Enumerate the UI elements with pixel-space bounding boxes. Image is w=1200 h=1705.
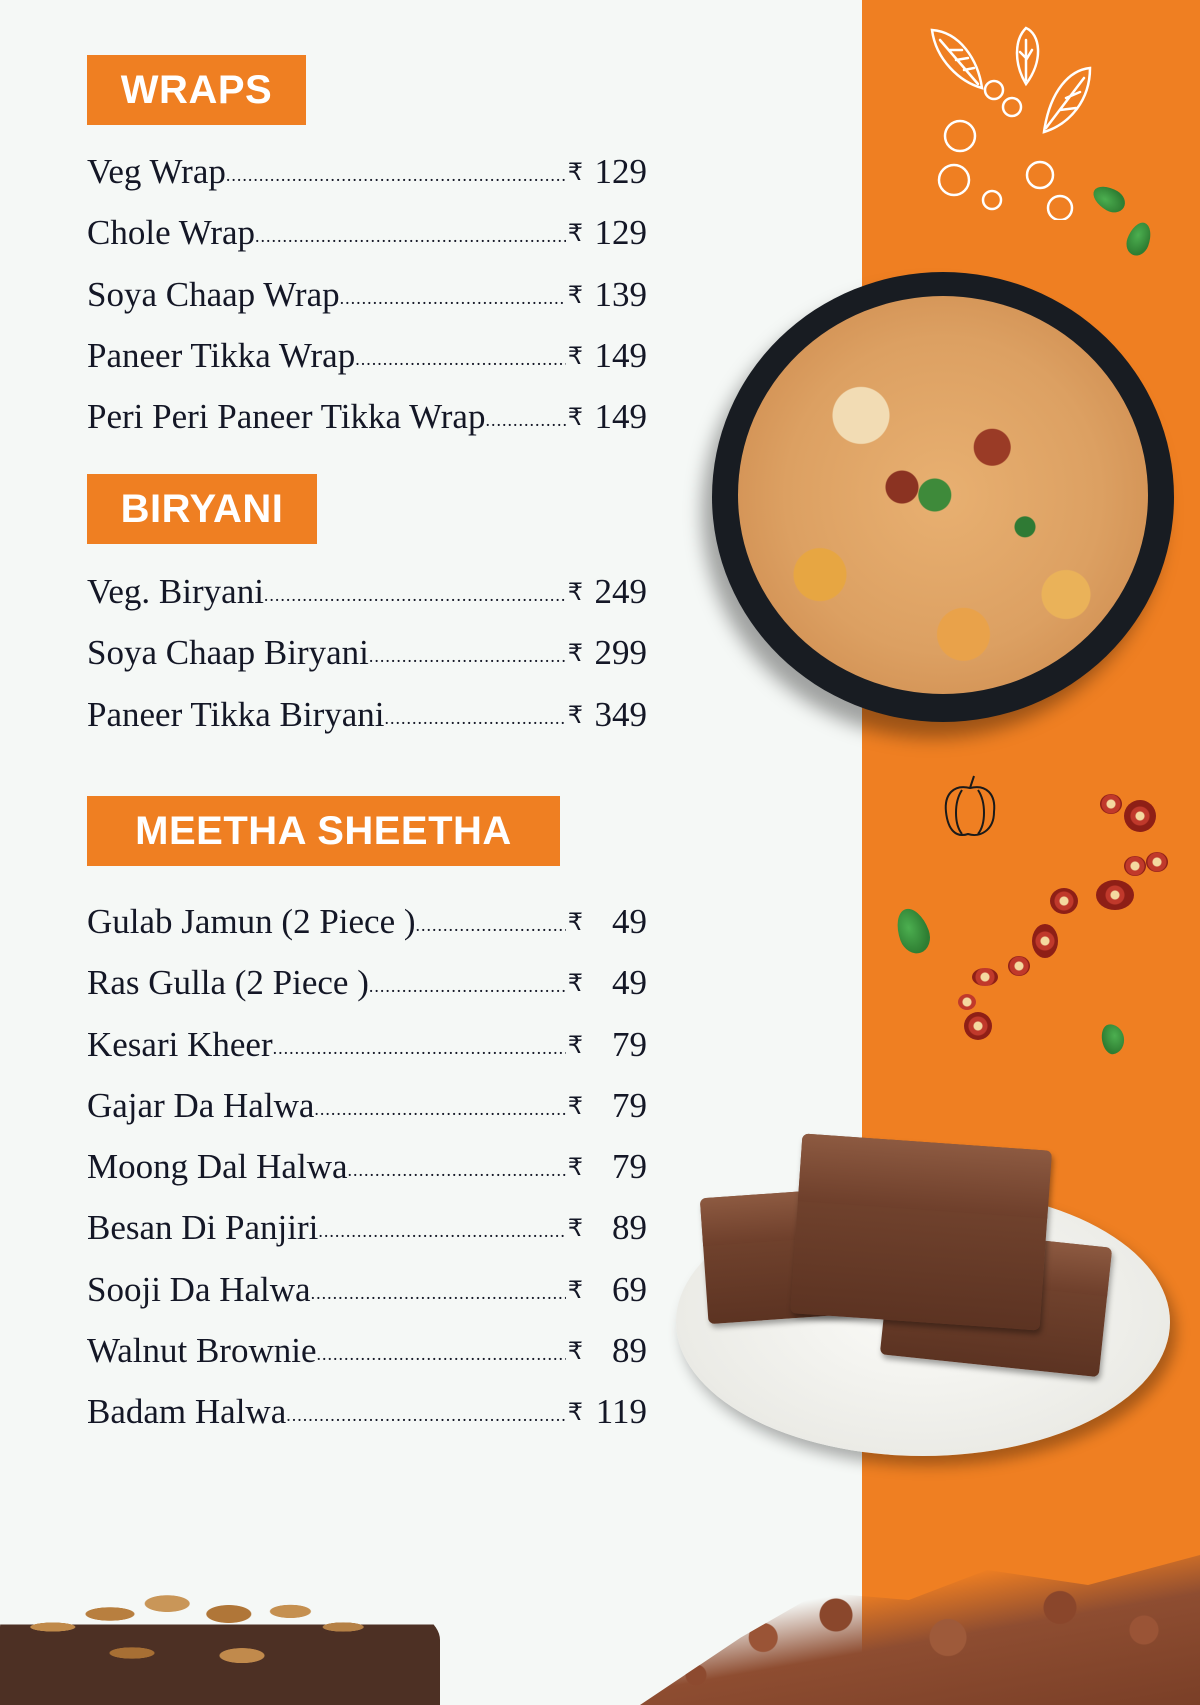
- rupee-icon: ₹: [567, 1091, 583, 1120]
- rupee-icon: ₹: [567, 1214, 583, 1243]
- biryani-bowl-photo: [712, 272, 1174, 722]
- menu-item: [87, 633, 647, 694]
- item-name: Gajar Da Halwa: [87, 1085, 315, 1125]
- item-name: Sooji Da Halwa: [87, 1269, 311, 1309]
- rupee-icon: ₹: [567, 341, 583, 370]
- biryani-rice: [738, 296, 1148, 694]
- chili-slice-icon: [1146, 852, 1168, 872]
- item-price: 139: [594, 274, 647, 314]
- item-price: 49: [612, 963, 647, 1003]
- item-price: 149: [594, 335, 647, 375]
- section-header-wraps: [87, 55, 306, 125]
- item-price: 69: [612, 1269, 647, 1309]
- menu-item: [87, 213, 647, 274]
- menu-item: [87, 963, 647, 1024]
- item-name: Soya Chaap Wrap: [87, 274, 340, 314]
- item-name: Peri Peri Paneer Tikka Wrap: [87, 397, 486, 437]
- item-price: 129: [594, 213, 647, 253]
- bell-pepper-doodle-icon: [940, 772, 1000, 842]
- rupee-icon: ₹: [567, 158, 583, 186]
- section-header-meetha-sheetha: [87, 796, 560, 866]
- item-name: Soya Chaap Biryani: [87, 633, 369, 673]
- menu-item: [87, 275, 647, 336]
- item-price: 79: [612, 1085, 647, 1125]
- item-name: Moong Dal Halwa: [87, 1147, 348, 1187]
- dot-leader: [264, 585, 566, 606]
- item-price: 129: [594, 152, 647, 191]
- rupee-icon: ₹: [567, 908, 583, 936]
- dot-leader: [255, 226, 566, 247]
- chili-slice-icon: [1124, 856, 1146, 876]
- item-price: 79: [612, 1024, 647, 1064]
- rupee-icon: ₹: [567, 700, 583, 729]
- chili-slice-icon: [1096, 880, 1134, 910]
- rupee-icon: ₹: [567, 1030, 583, 1059]
- menu-item: [87, 336, 647, 397]
- chili-slice-icon: [964, 1012, 992, 1040]
- menu-item: [87, 902, 647, 963]
- item-name: Kesari Kheer: [87, 1024, 273, 1064]
- menu-item: [87, 695, 647, 756]
- section-title: MEETHA SHEETHA: [135, 808, 512, 853]
- chili-slice-icon: [972, 968, 998, 986]
- chili-slice-icon: [1100, 794, 1122, 814]
- item-name: Walnut Brownie: [87, 1331, 317, 1371]
- chili-slice-icon: [1008, 956, 1030, 976]
- chili-slice-icon: [1032, 924, 1058, 958]
- menu-list-wraps: [87, 152, 647, 458]
- menu-item: [87, 1086, 647, 1147]
- item-name: Paneer Tikka Wrap: [87, 335, 356, 375]
- chili-slice-icon: [1124, 800, 1156, 832]
- item-price: 249: [594, 572, 647, 611]
- dot-leader: [314, 1099, 565, 1120]
- dot-leader: [273, 1038, 566, 1059]
- dot-leader: [286, 1405, 565, 1426]
- menu-item: [87, 572, 647, 633]
- menu-item: [87, 1025, 647, 1086]
- dot-leader: [318, 1221, 565, 1242]
- dot-leader: [226, 165, 566, 186]
- brownie-piece: [790, 1133, 1052, 1330]
- dot-leader: [485, 410, 565, 431]
- item-price: 89: [612, 1208, 647, 1248]
- item-name: Chole Wrap: [87, 213, 256, 253]
- dot-leader: [355, 349, 566, 370]
- rupee-icon: ₹: [567, 280, 583, 309]
- rupee-icon: ₹: [567, 639, 583, 668]
- item-name: Besan Di Panjiri: [87, 1208, 319, 1248]
- item-price: 349: [594, 694, 647, 734]
- chili-slice-icon: [1050, 888, 1078, 914]
- item-name: Veg. Biryani: [87, 572, 264, 611]
- dot-leader: [340, 288, 566, 309]
- section-header-biryani: [87, 474, 317, 544]
- menu-item: [87, 397, 647, 458]
- dot-leader: [369, 646, 566, 667]
- item-name: Paneer Tikka Biryani: [87, 694, 385, 734]
- menu-item: [87, 1147, 647, 1208]
- menu-item: [87, 1270, 647, 1331]
- menu-item: [87, 1208, 647, 1269]
- rupee-icon: ₹: [567, 1337, 583, 1366]
- rupee-icon: ₹: [567, 219, 583, 248]
- rupee-icon: ₹: [567, 403, 583, 432]
- item-price: 119: [595, 1392, 647, 1432]
- section-title: BIRYANI: [120, 486, 284, 531]
- item-name: Veg Wrap: [87, 152, 226, 191]
- item-price: 149: [594, 397, 647, 437]
- chili-slice-icon: [958, 994, 976, 1010]
- item-price: 49: [612, 902, 647, 941]
- menu-list-meetha-sheetha: [87, 902, 647, 1454]
- vegetable-doodle-icon: [920, 20, 1100, 220]
- rupee-icon: ₹: [567, 578, 583, 606]
- rupee-icon: ₹: [567, 969, 583, 998]
- menu-item: [87, 152, 647, 213]
- dot-leader: [369, 976, 566, 997]
- item-name: Gulab Jamun (2 Piece ): [87, 902, 416, 941]
- item-price: 79: [612, 1147, 647, 1187]
- item-name: Ras Gulla (2 Piece ): [87, 963, 369, 1003]
- dot-leader: [384, 708, 565, 729]
- item-price: 89: [612, 1331, 647, 1371]
- menu-item: [87, 1392, 647, 1453]
- dot-leader: [416, 915, 566, 936]
- item-price: 299: [594, 633, 647, 673]
- section-title: WRAPS: [120, 67, 273, 112]
- rupee-icon: ₹: [567, 1398, 583, 1427]
- walnut-brownie-photo: [0, 1575, 440, 1705]
- item-name: Badam Halwa: [87, 1392, 287, 1432]
- menu-list-biryani: [87, 572, 647, 756]
- dot-leader: [317, 1344, 566, 1365]
- rupee-icon: ₹: [567, 1275, 583, 1304]
- rupee-icon: ₹: [567, 1153, 583, 1182]
- dot-leader: [348, 1160, 566, 1181]
- menu-item: [87, 1331, 647, 1392]
- dot-leader: [311, 1283, 566, 1304]
